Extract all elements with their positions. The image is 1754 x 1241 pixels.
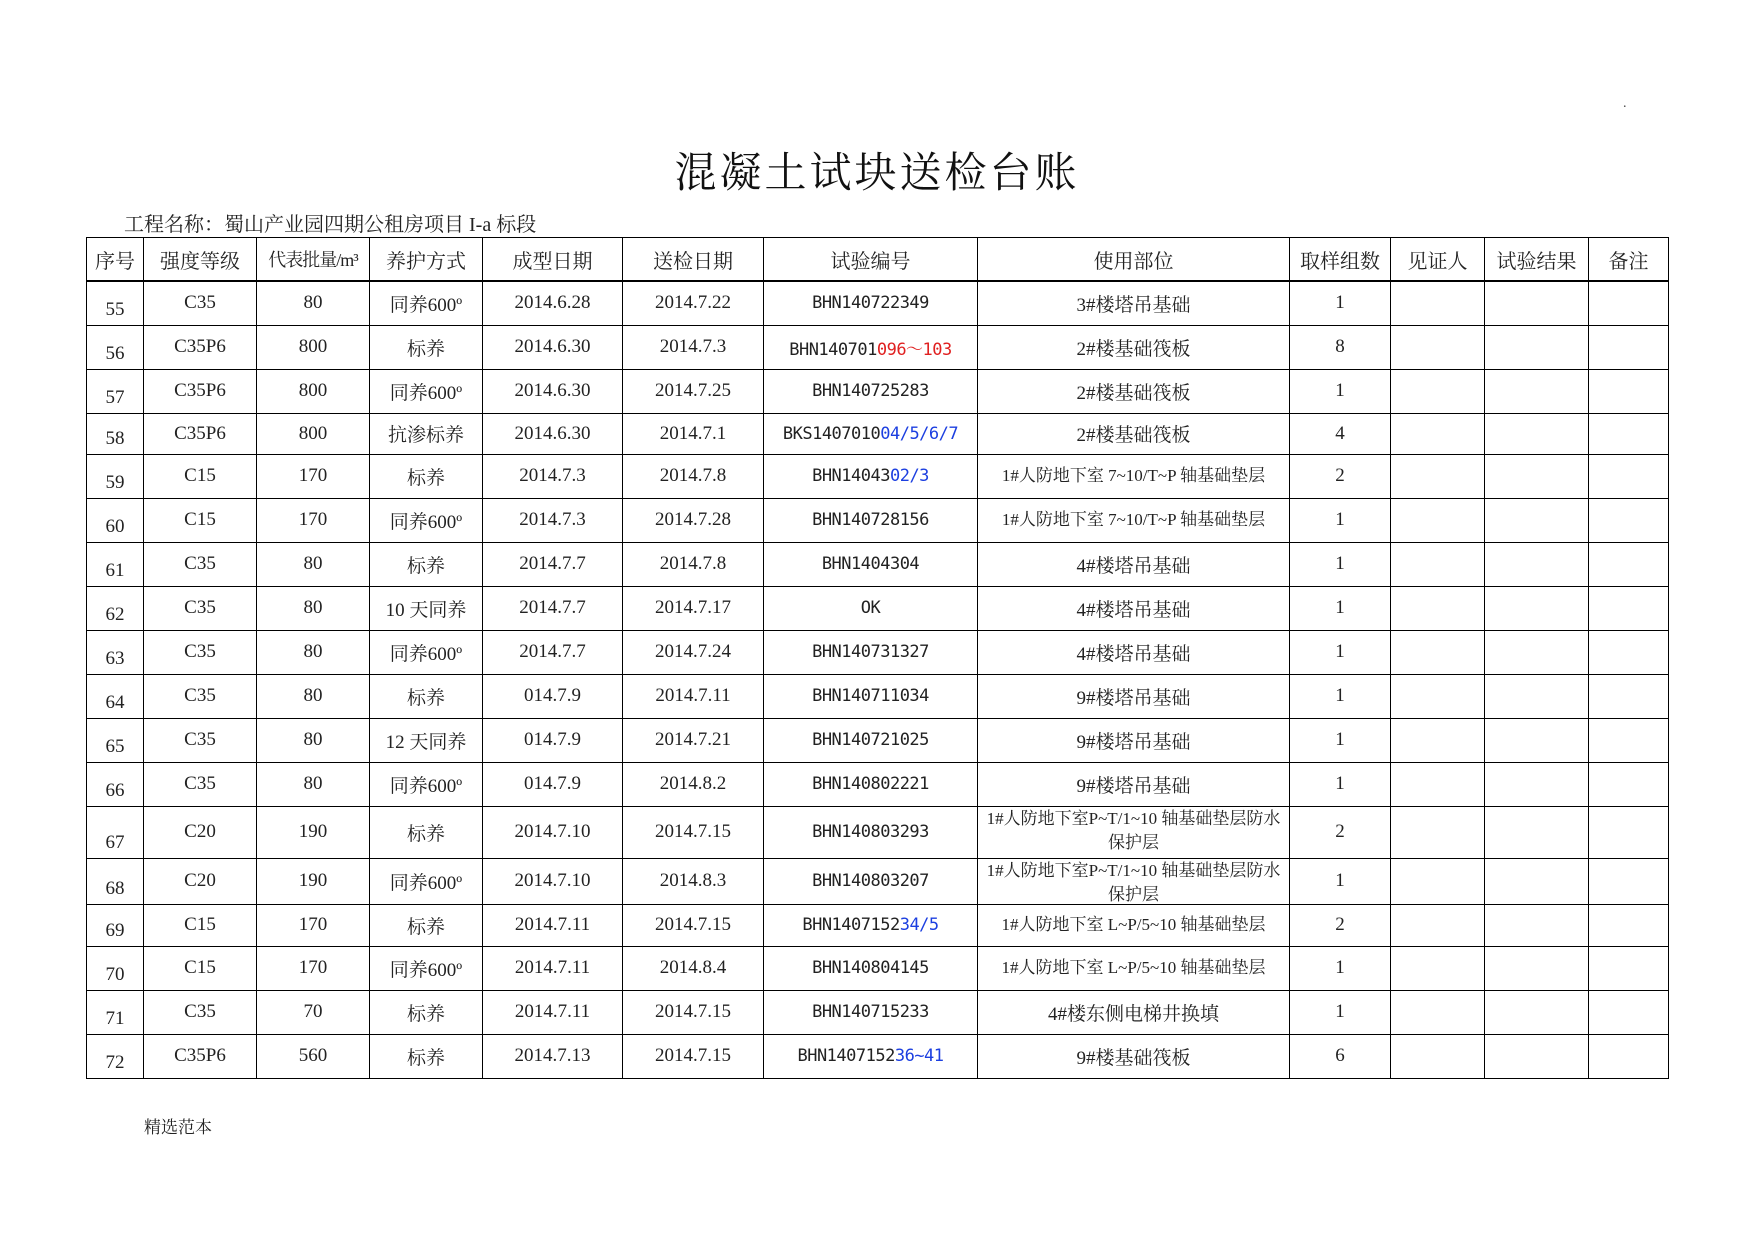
cell-batch: 80 [257,542,370,586]
cell-result [1485,630,1589,674]
table-row [87,369,1669,413]
cell-groups: 2 [1290,904,1391,946]
cell-send-date: 2014.7.22 [623,281,764,325]
cell-result [1485,369,1589,413]
cell-grade: C15 [144,498,257,542]
test-no-main: BHN140731327 [812,642,929,662]
cell-batch: 190 [257,858,370,904]
cell-test-no [764,413,978,454]
cell-curing: 同养600º [370,858,483,904]
cell-test-no [764,990,978,1034]
cell-note [1589,1034,1669,1078]
cell-cast-date: 2014.6.30 [483,325,623,369]
header-witness: 见证人 [1391,238,1485,282]
cell-note [1589,990,1669,1034]
cell-witness [1391,630,1485,674]
cell-send-date: 2014.8.3 [623,858,764,904]
project-name-line: 工程名称：蜀山产业园四期公租房项目 I-a 标段 [124,214,537,236]
cell-groups: 1 [1290,674,1391,718]
cell-grade: C35P6 [144,413,257,454]
cell-batch: 800 [257,369,370,413]
test-no-main: BKS1407010 [782,423,881,444]
cell-send-date: 2014.7.28 [623,498,764,542]
cell-batch: 560 [257,1034,370,1078]
cell-location [978,858,1290,904]
table-row [87,904,1669,946]
cell-note [1589,454,1669,498]
cell-curing: 标养 [370,325,483,369]
cell-batch: 170 [257,498,370,542]
cell-grade: C15 [144,454,257,498]
cell-seq: 58 [87,413,144,454]
location-text: 1#人防地下室P~T/1~10 轴基础垫层防水保护层 [986,808,1281,851]
cell-witness [1391,718,1485,762]
cell-curing: 标养 [370,806,483,858]
cell-test-no [764,325,978,369]
cell-batch: 170 [257,454,370,498]
cell-batch: 80 [257,762,370,806]
cell-location: 9#楼塔吊基础 [978,762,1290,806]
cell-groups: 2 [1290,806,1391,858]
cell-location: 2#楼基础筏板 [978,325,1290,369]
cell-witness [1391,413,1485,454]
cell-result [1485,586,1589,630]
test-no-main: BHN140715233 [812,1002,929,1022]
cell-grade: C15 [144,946,257,990]
table-row [87,454,1669,498]
cell-result [1485,498,1589,542]
cell-cast-date: 2014.6.28 [483,281,623,325]
cell-witness [1391,281,1485,325]
cell-cast-date: 2014.7.7 [483,630,623,674]
header-send-date: 送检日期 [623,238,764,282]
test-no-main: BHN140701 [789,339,877,360]
table-row [87,806,1669,858]
cell-cast-date: 2014.7.3 [483,498,623,542]
cell-send-date: 2014.7.21 [623,718,764,762]
cell-result [1485,454,1589,498]
table-row [87,586,1669,630]
cell-witness [1391,806,1485,858]
cell-curing: 标养 [370,1034,483,1078]
cell-cast-date: 2014.7.11 [483,904,623,946]
cell-seq: 56 [87,325,144,369]
cell-grade: C35 [144,281,257,325]
cell-curing: 10 天同养 [370,586,483,630]
cell-witness [1391,542,1485,586]
cell-cast-date: 2014.7.3 [483,454,623,498]
cell-cast-date: 014.7.9 [483,674,623,718]
cell-test-no [764,454,978,498]
header-cast-date: 成型日期 [483,238,623,282]
cell-location: 1#人防地下室 7~10/T~P 轴基础垫层 [978,454,1290,498]
cell-result [1485,946,1589,990]
cell-curing: 12 天同养 [370,718,483,762]
cell-test-no [764,542,978,586]
cell-batch: 800 [257,325,370,369]
cell-curing: 同养600º [370,630,483,674]
cell-location: 1#人防地下室 L~P/5~10 轴基础垫层 [978,946,1290,990]
cell-note [1589,718,1669,762]
header-seq: 序号 [87,238,144,282]
cell-send-date: 2014.7.3 [623,325,764,369]
cell-curing: 同养600º [370,946,483,990]
location-text: 1#人防地下室P~T/1~10 轴基础垫层防水保护层 [986,860,1281,903]
test-no-main: BHN140803207 [812,871,929,891]
cell-test-no [764,762,978,806]
table-row [87,281,1669,325]
cell-groups: 1 [1290,946,1391,990]
test-no-main: BHN140802221 [812,774,929,794]
cell-batch: 170 [257,904,370,946]
cell-cast-date: 2014.7.10 [483,858,623,904]
cell-cast-date: 2014.7.13 [483,1034,623,1078]
cell-send-date: 2014.7.24 [623,630,764,674]
cell-location: 4#楼塔吊基础 [978,630,1290,674]
cell-result [1485,542,1589,586]
cell-seq: 72 [87,1034,144,1078]
cell-batch: 80 [257,674,370,718]
header-curing: 养护方式 [370,238,483,282]
cell-groups: 1 [1290,369,1391,413]
test-no-main: BHN140711034 [812,686,929,706]
cell-send-date: 2014.7.15 [623,806,764,858]
cell-note [1589,586,1669,630]
cell-seq: 59 [87,454,144,498]
test-no-range: 096～103 [876,339,952,360]
cell-groups: 1 [1290,542,1391,586]
page-dot-mark: . [1623,96,1627,111]
header-grade: 强度等级 [144,238,257,282]
cell-witness [1391,369,1485,413]
cell-send-date: 2014.7.15 [623,904,764,946]
cell-location: 3#楼塔吊基础 [978,281,1290,325]
cell-location: 4#楼塔吊基础 [978,542,1290,586]
cell-witness [1391,586,1485,630]
test-no-main: BHN140722349 [812,293,929,314]
cell-seq: 65 [87,718,144,762]
table-row [87,718,1669,762]
cell-witness [1391,325,1485,369]
cell-location: 2#楼基础筏板 [978,413,1290,454]
cell-note [1589,281,1669,325]
header-batch: 代表批量/m³ [257,238,370,282]
cell-curing: 标养 [370,990,483,1034]
test-no-main: OK [860,598,881,618]
cell-batch: 170 [257,946,370,990]
cell-grade: C15 [144,904,257,946]
cell-grade: C35 [144,990,257,1034]
cell-test-no [764,1034,978,1078]
table-row [87,630,1669,674]
cell-cast-date: 2014.7.7 [483,542,623,586]
test-no-main: BHN1404304 [821,554,920,574]
cell-note [1589,674,1669,718]
table-row [87,762,1669,806]
cell-seq: 69 [87,904,144,946]
cell-location: 4#楼东侧电梯井换填 [978,990,1290,1034]
cell-location: 1#人防地下室 7~10/T~P 轴基础垫层 [978,498,1290,542]
cell-cast-date: 014.7.9 [483,718,623,762]
cell-test-no [764,498,978,542]
test-no-main: BHN14043 [812,466,890,486]
cell-send-date: 2014.7.15 [623,1034,764,1078]
table-row [87,498,1669,542]
cell-batch: 800 [257,413,370,454]
cell-curing: 同养600º [370,369,483,413]
cell-note [1589,904,1669,946]
cell-curing: 标养 [370,904,483,946]
cell-seq: 61 [87,542,144,586]
cell-seq: 63 [87,630,144,674]
cell-cast-date: 2014.6.30 [483,369,623,413]
cell-groups: 1 [1290,281,1391,325]
cell-seq: 66 [87,762,144,806]
test-no-main: BHN140721025 [812,730,929,750]
cell-seq: 68 [87,858,144,904]
cell-groups: 1 [1290,858,1391,904]
cell-witness [1391,858,1485,904]
cell-send-date: 2014.7.8 [623,542,764,586]
document-title: 混凝土试块送检台账 [674,148,1080,197]
test-no-range: 04/5/6/7 [880,423,959,444]
cell-note [1589,762,1669,806]
cell-send-date: 2014.7.11 [623,674,764,718]
cell-result [1485,325,1589,369]
cell-cast-date: 2014.7.11 [483,990,623,1034]
cell-test-no [764,718,978,762]
cell-seq: 70 [87,946,144,990]
cell-test-no [764,586,978,630]
cell-seq: 60 [87,498,144,542]
cell-result [1485,762,1589,806]
table-row [87,858,1669,904]
cell-location: 9#楼塔吊基础 [978,674,1290,718]
cell-curing: 同养600º [370,762,483,806]
cell-groups: 4 [1290,413,1391,454]
cell-groups: 1 [1290,630,1391,674]
table-row [87,946,1669,990]
cell-witness [1391,904,1485,946]
cell-result [1485,904,1589,946]
cell-location: 1#人防地下室 L~P/5~10 轴基础垫层 [978,904,1290,946]
footer-label: 精选范本 [144,1118,212,1137]
table-header-row [87,238,1669,282]
concrete-test-ledger-table [86,237,1669,1079]
cell-batch: 80 [257,718,370,762]
cell-note [1589,630,1669,674]
cell-seq: 64 [87,674,144,718]
cell-result [1485,990,1589,1034]
cell-batch: 70 [257,990,370,1034]
cell-send-date: 2014.7.1 [623,413,764,454]
cell-witness [1391,674,1485,718]
cell-groups: 1 [1290,990,1391,1034]
cell-grade: C20 [144,806,257,858]
test-no-main: BHN140728156 [812,510,929,530]
cell-grade: C20 [144,858,257,904]
cell-note [1589,325,1669,369]
table-row [87,542,1669,586]
test-no-main: BHN140804145 [812,958,929,978]
cell-location: 2#楼基础筏板 [978,369,1290,413]
cell-groups: 2 [1290,454,1391,498]
cell-result [1485,674,1589,718]
cell-curing: 标养 [370,674,483,718]
cell-result [1485,858,1589,904]
cell-result [1485,806,1589,858]
cell-note [1589,498,1669,542]
cell-grade: C35 [144,674,257,718]
cell-groups: 1 [1290,498,1391,542]
cell-grade: C35 [144,762,257,806]
cell-seq: 55 [87,281,144,325]
cell-curing: 标养 [370,542,483,586]
header-location: 使用部位 [978,238,1290,282]
cell-grade: C35P6 [144,369,257,413]
cell-location: 9#楼基础筏板 [978,1034,1290,1078]
cell-batch: 80 [257,281,370,325]
cell-seq: 62 [87,586,144,630]
cell-witness [1391,454,1485,498]
cell-seq: 67 [87,806,144,858]
cell-location: 9#楼塔吊基础 [978,718,1290,762]
cell-grade: C35 [144,630,257,674]
cell-test-no [764,904,978,946]
cell-test-no [764,630,978,674]
test-no-main: BHN1407152 [797,1046,895,1066]
cell-cast-date: 2014.6.30 [483,413,623,454]
cell-cast-date: 014.7.9 [483,762,623,806]
cell-batch: 190 [257,806,370,858]
cell-groups: 1 [1290,586,1391,630]
cell-note [1589,858,1669,904]
cell-test-no [764,281,978,325]
header-note: 备注 [1589,238,1669,282]
cell-groups: 8 [1290,325,1391,369]
cell-test-no [764,674,978,718]
cell-curing: 同养600º [370,498,483,542]
test-no-range: 02/3 [889,466,929,486]
cell-note [1589,806,1669,858]
cell-groups: 6 [1290,1034,1391,1078]
cell-cast-date: 2014.7.7 [483,586,623,630]
cell-send-date: 2014.7.25 [623,369,764,413]
cell-location: 4#楼塔吊基础 [978,586,1290,630]
cell-curing: 抗渗标养 [370,413,483,454]
header-test-no: 试验编号 [764,238,978,282]
table-row [87,413,1669,454]
table-row [87,990,1669,1034]
cell-result [1485,718,1589,762]
cell-send-date: 2014.8.2 [623,762,764,806]
cell-note [1589,369,1669,413]
header-groups: 取样组数 [1290,238,1391,282]
cell-curing: 同养600º [370,281,483,325]
test-no-main: BHN140803293 [812,822,929,842]
cell-result [1485,281,1589,325]
cell-witness [1391,990,1485,1034]
cell-curing: 标养 [370,454,483,498]
cell-groups: 1 [1290,762,1391,806]
cell-note [1589,946,1669,990]
cell-note [1589,413,1669,454]
table-row [87,325,1669,369]
table-row [87,674,1669,718]
cell-cast-date: 2014.7.10 [483,806,623,858]
cell-test-no [764,369,978,413]
test-no-main: BHN1407152 [802,915,900,935]
cell-grade: C35 [144,586,257,630]
cell-send-date: 2014.7.17 [623,586,764,630]
cell-witness [1391,498,1485,542]
cell-result [1485,413,1589,454]
cell-batch: 80 [257,586,370,630]
cell-test-no [764,806,978,858]
cell-witness [1391,946,1485,990]
cell-location [978,806,1290,858]
test-no-range: 34/5 [899,915,939,935]
cell-note [1589,542,1669,586]
cell-seq: 71 [87,990,144,1034]
cell-grade: C35 [144,718,257,762]
table-row [87,1034,1669,1078]
cell-grade: C35P6 [144,1034,257,1078]
cell-test-no [764,858,978,904]
cell-groups: 1 [1290,718,1391,762]
header-result: 试验结果 [1485,238,1589,282]
cell-send-date: 2014.7.15 [623,990,764,1034]
cell-result [1485,1034,1589,1078]
cell-send-date: 2014.8.4 [623,946,764,990]
cell-witness [1391,762,1485,806]
test-no-range: 36~41 [894,1046,944,1066]
cell-cast-date: 2014.7.11 [483,946,623,990]
cell-grade: C35 [144,542,257,586]
cell-grade: C35P6 [144,325,257,369]
cell-send-date: 2014.7.8 [623,454,764,498]
cell-test-no [764,946,978,990]
cell-seq: 57 [87,369,144,413]
cell-batch: 80 [257,630,370,674]
test-no-main: BHN140725283 [812,381,929,401]
cell-witness [1391,1034,1485,1078]
